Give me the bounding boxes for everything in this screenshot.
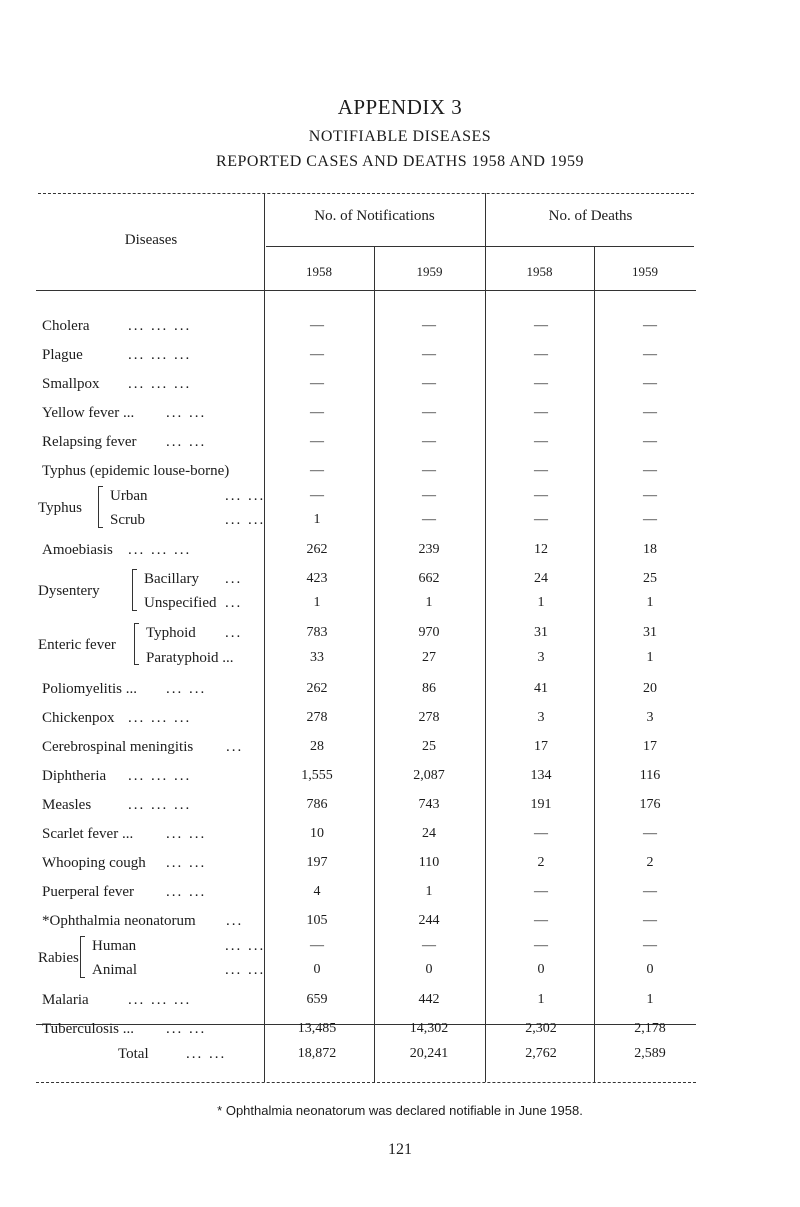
cell-notif-1959: 25: [422, 739, 436, 754]
cell-notif-1959: 1: [425, 884, 433, 899]
cell-deaths-1959: —: [643, 512, 657, 527]
disease-name: *Ophthalmia neonatorum: [42, 913, 196, 929]
leader-dots: ... ... ...: [128, 347, 192, 363]
cell-deaths-1959: 2,178: [634, 1021, 666, 1036]
cell-deaths-1959: 17: [643, 739, 657, 754]
cell-deaths-1958: —: [534, 405, 548, 420]
leader-dots: ... ...: [166, 826, 207, 842]
leader-dots: ... ... ...: [128, 710, 192, 726]
leader-dots: ... ... ...: [128, 376, 192, 392]
cell-notif-1958: 262: [306, 681, 328, 696]
disease-name: Measles: [42, 797, 92, 813]
cell-notif-1958: 659: [306, 992, 328, 1007]
cell-deaths-1959: —: [643, 826, 657, 841]
cell-notif-1959: 27: [422, 650, 436, 665]
leader-dots: ... ... ...: [128, 992, 192, 1008]
cell-notif-1958: 10: [310, 826, 324, 841]
cell-deaths-1958: 3: [537, 650, 545, 665]
cell-notif-1958: —: [310, 376, 324, 391]
header-deaths-1959: 1959: [632, 264, 658, 279]
disease-name: Relapsing fever: [42, 434, 137, 450]
disease-name: Bacillary: [144, 571, 199, 587]
leader-dots: ... ...: [166, 434, 207, 450]
total-deaths-1959: 2,589: [634, 1046, 666, 1061]
cell-notif-1959: 239: [418, 542, 440, 557]
cell-notif-1959: 2,087: [413, 768, 445, 783]
cell-deaths-1958: —: [534, 318, 548, 333]
cell-deaths-1959: —: [643, 488, 657, 503]
brace-rabies: [80, 936, 85, 978]
header-notifications: No. of Notifications: [314, 208, 435, 224]
page-number: 121: [388, 1141, 412, 1158]
disease-name: Scrub: [110, 512, 145, 528]
cell-notif-1959: —: [422, 405, 436, 420]
cell-deaths-1959: 31: [643, 625, 657, 640]
cell-deaths-1958: —: [534, 884, 548, 899]
cell-notif-1959: —: [422, 938, 436, 953]
disease-name: Diphtheria: [42, 768, 107, 784]
leader-dots: ... ... ...: [128, 768, 192, 784]
total-label: Total: [118, 1046, 149, 1062]
cell-notif-1959: —: [422, 434, 436, 449]
cell-deaths-1958: 31: [534, 625, 548, 640]
cell-notif-1958: —: [310, 434, 324, 449]
cell-notif-1958: —: [310, 938, 324, 953]
cell-deaths-1959: 1: [646, 595, 654, 610]
disease-name: Yellow fever ...: [42, 405, 135, 421]
cell-notif-1959: 743: [418, 797, 440, 812]
cell-notif-1959: —: [422, 347, 436, 362]
disease-name: Typhus (epidemic louse-borne): [42, 463, 230, 479]
cell-notif-1959: 244: [418, 913, 440, 928]
cell-deaths-1959: —: [643, 913, 657, 928]
header-deaths-1958: 1958: [526, 264, 553, 279]
brace-enteric-fever: [134, 623, 139, 665]
disease-name: Plague: [42, 347, 83, 363]
disease-name: Tuberculosis ...: [42, 1021, 134, 1037]
cell-notif-1959: 86: [422, 681, 436, 696]
cell-notif-1959: —: [422, 318, 436, 333]
leader-dots: ...: [225, 571, 243, 587]
leader-dots: ... ...: [166, 884, 207, 900]
cell-notif-1958: 262: [306, 542, 328, 557]
cell-deaths-1958: —: [534, 376, 548, 391]
header-diseases: Diseases: [124, 232, 178, 248]
disease-name: Cholera: [42, 318, 90, 334]
cell-deaths-1959: —: [643, 347, 657, 362]
disease-name: Paratyphoid ...: [146, 650, 234, 666]
cell-deaths-1958: —: [534, 826, 548, 841]
group-label-enteric-fever: Enteric fever: [38, 637, 116, 653]
table-bottom-rule: [36, 1082, 696, 1083]
leader-dots: ... ...: [166, 855, 207, 871]
cell-deaths-1959: 1: [646, 650, 654, 665]
cell-deaths-1958: 17: [534, 739, 548, 754]
cell-deaths-1959: 18: [643, 542, 657, 557]
footnote: * Ophthalmia neonatorum was declared notifiable in June 1958.: [217, 1103, 583, 1118]
cell-deaths-1959: —: [643, 463, 657, 478]
cell-deaths-1958: 3: [537, 710, 545, 725]
cell-deaths-1958: —: [534, 512, 548, 527]
cell-notif-1959: 110: [418, 855, 440, 870]
cell-deaths-1958: 12: [534, 542, 548, 557]
cell-notif-1958: 278: [306, 710, 328, 725]
cell-notif-1958: 786: [306, 797, 328, 812]
cell-notif-1958: —: [310, 347, 324, 362]
group-label-rabies: Rabies: [38, 950, 79, 966]
cell-notif-1959: 970: [418, 625, 440, 640]
leader-dots: ... ...: [225, 488, 266, 504]
group-label-typhus: Typhus: [38, 500, 82, 516]
group-label-dysentery: Dysentery: [38, 583, 100, 599]
cell-deaths-1959: —: [643, 318, 657, 333]
disease-name: Chickenpox: [42, 710, 115, 726]
cell-notif-1959: —: [422, 512, 436, 527]
leader-dots: ... ...: [225, 938, 266, 954]
leader-dots: ... ... ...: [128, 797, 192, 813]
brace-dysentery: [132, 569, 137, 611]
cell-notif-1958: —: [310, 488, 324, 503]
leader-dots: ...: [226, 913, 244, 929]
cell-notif-1959: 1: [425, 595, 433, 610]
disease-name: Poliomyelitis ...: [42, 681, 138, 697]
cell-deaths-1959: 1: [646, 992, 654, 1007]
total-notif-1959: 20,241: [409, 1046, 449, 1061]
disease-name: Human: [92, 938, 137, 954]
cell-notif-1958: 33: [310, 650, 324, 665]
cell-deaths-1958: 0: [537, 962, 545, 977]
leader-dots: ... ...: [166, 681, 207, 697]
cell-notif-1958: 197: [306, 855, 328, 870]
disease-name: Smallpox: [42, 376, 100, 392]
page-subtitle: REPORTED CASES AND DEATHS 1958 AND 1959: [216, 153, 584, 170]
page-title: NOTIFIABLE DISEASES: [308, 128, 492, 145]
cell-notif-1958: —: [310, 405, 324, 420]
cell-deaths-1958: 1: [537, 992, 545, 1007]
cell-notif-1959: 14,302: [409, 1021, 449, 1036]
leader-dots: ... ...: [225, 962, 266, 978]
brace-typhus: [98, 486, 103, 528]
cell-notif-1958: 28: [310, 739, 324, 754]
cell-deaths-1958: —: [534, 347, 548, 362]
cell-deaths-1958: 24: [534, 571, 548, 586]
cell-notif-1959: —: [422, 488, 436, 503]
cell-notif-1958: —: [310, 463, 324, 478]
cell-deaths-1959: 116: [639, 768, 661, 783]
cell-deaths-1958: —: [534, 488, 548, 503]
header-mid-rule: [266, 246, 694, 247]
leader-dots: ... ...: [166, 405, 207, 421]
cell-notif-1958: 105: [306, 913, 328, 928]
disease-name: Scarlet fever ...: [42, 826, 134, 842]
cell-notif-1959: 662: [418, 571, 440, 586]
disease-name: Amoebiasis: [42, 542, 113, 558]
leader-dots: ... ... ...: [128, 318, 192, 334]
cell-deaths-1959: —: [643, 434, 657, 449]
leader-dots: ... ...: [166, 1021, 207, 1037]
cell-notif-1959: 278: [418, 710, 440, 725]
cell-deaths-1959: —: [643, 405, 657, 420]
disease-name: Animal: [92, 962, 137, 978]
disease-name: Whooping cough: [42, 855, 146, 871]
cell-deaths-1958: 2,302: [525, 1021, 557, 1036]
cell-deaths-1958: 1: [537, 595, 545, 610]
table-top-rule: [38, 193, 694, 194]
cell-deaths-1959: 0: [646, 962, 654, 977]
disease-name: Malaria: [42, 992, 89, 1008]
cell-deaths-1959: 25: [643, 571, 657, 586]
cell-notif-1959: —: [422, 463, 436, 478]
cell-deaths-1958: —: [534, 913, 548, 928]
appendix-heading: APPENDIX 3: [337, 95, 463, 119]
cell-notif-1958: 1: [313, 595, 321, 610]
cell-deaths-1958: —: [534, 938, 548, 953]
header-notif-1959: 1959: [416, 264, 443, 279]
leader-dots: ...: [226, 739, 244, 755]
cell-notif-1958: 4: [313, 884, 321, 899]
cell-deaths-1958: 41: [534, 681, 548, 696]
cell-notif-1958: 0: [313, 962, 321, 977]
total-dots: ... ...: [186, 1046, 227, 1062]
cell-notif-1958: 1,555: [301, 768, 333, 783]
cell-deaths-1958: —: [534, 434, 548, 449]
cell-notif-1958: 423: [306, 571, 328, 586]
disease-name: Cerebrospinal meningitis: [42, 739, 194, 755]
leader-dots: ...: [225, 595, 243, 611]
cell-notif-1959: 0: [425, 962, 433, 977]
total-deaths-1958: 2,762: [525, 1046, 557, 1061]
leader-dots: ... ...: [225, 512, 266, 528]
cell-deaths-1959: 20: [643, 681, 657, 696]
cell-deaths-1959: —: [643, 884, 657, 899]
header-deaths: No. of Deaths: [548, 208, 633, 224]
disease-name: Unspecified: [144, 595, 217, 611]
leader-dots: ... ... ...: [128, 542, 192, 558]
cell-deaths-1958: 134: [530, 768, 552, 783]
cell-deaths-1958: 2: [537, 855, 545, 870]
cell-deaths-1959: —: [643, 938, 657, 953]
cell-notif-1959: —: [422, 376, 436, 391]
cell-deaths-1959: —: [643, 376, 657, 391]
cell-notif-1958: —: [310, 318, 324, 333]
cell-notif-1958: 13,485: [297, 1021, 337, 1036]
disease-name: Typhoid: [146, 625, 196, 641]
header-bottom-rule: [36, 290, 696, 291]
disease-name: Puerperal fever: [42, 884, 135, 900]
header-notif-1958: 1958: [306, 264, 332, 279]
leader-dots: ...: [225, 625, 243, 641]
disease-name: Urban: [110, 488, 148, 504]
total-notif-1958: 18,872: [297, 1046, 337, 1061]
cell-deaths-1958: 191: [530, 797, 552, 812]
cell-notif-1959: 24: [422, 826, 436, 841]
cell-notif-1958: 783: [306, 625, 328, 640]
cell-deaths-1959: 3: [646, 710, 654, 725]
cell-deaths-1959: 176: [639, 797, 661, 812]
cell-deaths-1958: —: [534, 463, 548, 478]
cell-notif-1959: 442: [418, 992, 440, 1007]
cell-notif-1958: 1: [313, 512, 321, 527]
cell-deaths-1959: 2: [646, 855, 654, 870]
